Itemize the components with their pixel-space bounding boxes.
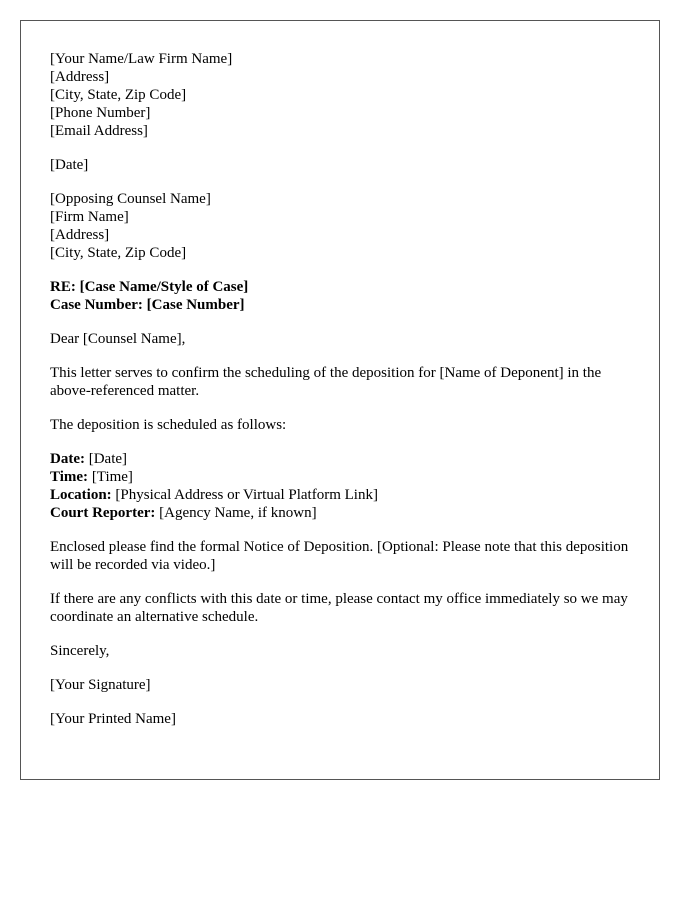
recipient-firm: [Firm Name]	[50, 209, 129, 225]
sender-email: [Email Address]	[50, 123, 148, 139]
sender-phone: [Phone Number]	[50, 105, 151, 121]
sender-name: [Your Name/Law Firm Name]	[50, 51, 233, 67]
letter-page	[20, 20, 660, 780]
recipient-name: [Opposing Counsel Name]	[50, 191, 211, 207]
salutation: Dear [Counsel Name],	[50, 331, 186, 347]
detail-row-time	[50, 468, 630, 486]
deposition-details	[50, 450, 630, 522]
re-block	[50, 278, 630, 314]
recipient-address: [Address]	[50, 227, 110, 243]
detail-row-date	[50, 450, 630, 468]
detail-label: Date:	[50, 451, 85, 467]
body-paragraph-4: If there are any conflicts with this date or time, please contact my office immediately so we may coordinate an alternative schedule.	[50, 591, 628, 625]
recipient-city: [City, State, Zip Code]	[50, 245, 187, 261]
detail-row-location	[50, 486, 630, 504]
sender-address: [Address]	[50, 69, 110, 85]
detail-row-court-reporter	[50, 504, 630, 522]
sender-city: [City, State, Zip Code]	[50, 87, 187, 103]
printed-name: [Your Printed Name]	[50, 711, 176, 727]
letter-date: [Date]	[50, 157, 89, 173]
detail-value: [Physical Address or Virtual Platform Link]	[115, 487, 378, 503]
body-paragraph-3: Enclosed please find the formal Notice of Deposition. [Optional: Please note that this deposition will be recorded via video.]	[50, 539, 629, 573]
body-paragraph-1: This letter serves to confirm the scheduling of the deposition for [Name of Deponent] in the above-referenced matter.	[50, 365, 602, 399]
detail-label: Time:	[50, 469, 89, 485]
re-case-name: RE: [Case Name/Style of Case]	[50, 279, 249, 295]
detail-label: Court Reporter:	[50, 505, 156, 521]
detail-value: [Agency Name, if known]	[159, 505, 317, 521]
sender-block	[50, 50, 630, 140]
signature-placeholder: [Your Signature]	[50, 677, 151, 693]
date-block	[50, 156, 630, 174]
detail-value: [Date]	[88, 451, 128, 467]
recipient-block	[50, 190, 630, 262]
re-case-number: Case Number: [Case Number]	[50, 297, 245, 313]
closing: Sincerely,	[50, 643, 110, 659]
detail-label: Location:	[50, 487, 112, 503]
detail-value: [Time]	[91, 469, 133, 485]
body-paragraph-2: The deposition is scheduled as follows:	[50, 417, 287, 433]
